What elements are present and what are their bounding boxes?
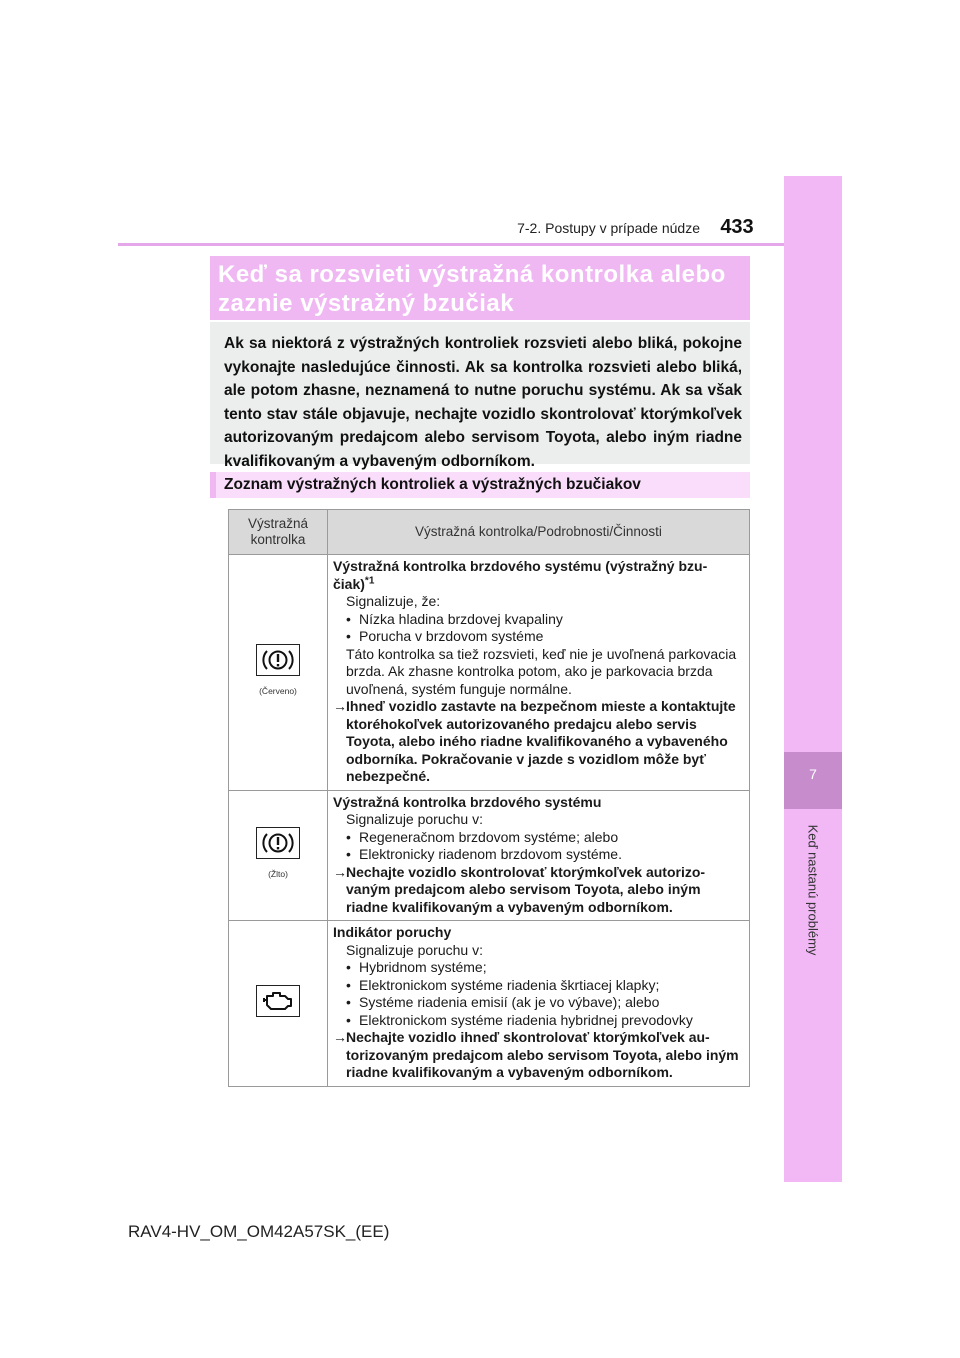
signal-text: Signalizuje, že:	[346, 593, 441, 609]
intro-paragraph: Ak sa niektorá z výstražných kontroliek rozsvieti alebo bliká, pokojne vykonajte nasledujúce činnosti. Ak sa kontrolka rozsvieti alebo bliká, ale potom zhasne, neznamená to nutne poruchu systému. Ak sa však tento stav stále objavuje, nechajte vozidlo skontrolovať ktorýmkoľvek autorizovaným predajcom alebo servisom Toyota, alebo iným riadne kvalifikovaným a vybaveným odborníkom.	[210, 322, 750, 464]
engine-malfunction-icon	[256, 985, 300, 1017]
row-title: Indikátor poruchy	[333, 924, 452, 940]
lamp-cell	[229, 921, 328, 1087]
list-item	[333, 628, 743, 646]
bullet-glyph: •	[346, 628, 351, 644]
list-item-text: Porucha v brzdovom systéme	[359, 628, 544, 644]
chapter-side-tab	[784, 176, 842, 1182]
header-lamp: Výstražná kontrolka	[229, 510, 328, 555]
list-item	[333, 959, 743, 977]
row-title	[333, 558, 743, 593]
brake-warning-icon	[256, 827, 300, 859]
details-cell	[328, 921, 750, 1087]
subsection-title: Zoznam výstražných kontroliek a výstražných bzučiakov	[210, 472, 750, 498]
bullet-glyph: •	[346, 994, 351, 1010]
list-item	[333, 977, 743, 995]
document-code: RAV4-HV_OM_OM42A57SK_(EE)	[128, 1222, 390, 1241]
list-item-text: Elektronickom systéme riadenia škrtiacej klapky;	[359, 976, 660, 993]
action-text-body: Nechajte vozidlo skontrolovať ktorýmkoľvek autorizovaným predajcom alebo servisom Toyota, alebo iným riadne kvalifikovaným a vybaveným odborníkom.	[346, 863, 706, 915]
brake-warning-icon	[256, 644, 300, 676]
page-number: 433	[720, 216, 754, 238]
header-details: Výstražná kontrolka/Podrobnosti/Činnosti	[328, 510, 750, 555]
list-item-text: Nízka hladina brzdovej kvapaliny	[359, 610, 563, 627]
running-header: 7-2. Postupy v prípade núdze	[517, 220, 700, 236]
note-text: Táto kontrolka sa tiež rozsvieti, keď nie je uvoľnená parkovacia brzda. Ak zhasne kontrolka potom, ako je parkovacia brzda uvoľnená, systém funguje normálne.	[346, 645, 737, 697]
section-title	[210, 256, 750, 320]
arrow-icon: →	[333, 698, 347, 714]
signal-text: Signalizuje poruchu v:	[346, 811, 483, 827]
lamp-cell	[229, 790, 328, 921]
row-title-text: Výstražná kontrolka brzdového systému (výstražný bzučiak)	[333, 558, 708, 592]
list-item-text: Regeneračnom brzdovom systéme; alebo	[359, 828, 619, 845]
list-item	[333, 846, 743, 864]
table-row	[229, 555, 750, 791]
table-row	[229, 921, 750, 1087]
chapter-label: Keď nastanú problémy	[805, 824, 821, 956]
bullet-glyph: •	[346, 846, 351, 862]
list-item-text: Elektronickom systéme riadenia hybridnej prevodovky	[359, 1011, 693, 1028]
footnote-mark: *1	[364, 574, 375, 586]
chapter-number: 7	[809, 766, 817, 782]
action-text	[333, 698, 743, 786]
action-text	[333, 1029, 743, 1082]
table-header-row	[229, 510, 750, 555]
warning-lights-table	[228, 509, 750, 1087]
list-item-text: Elektronicky riadenom brzdovom systéme.	[359, 846, 622, 862]
details-cell	[328, 790, 750, 921]
arrow-icon: →	[333, 1029, 347, 1045]
lamp-cell	[229, 555, 328, 791]
lamp-color-label: (Červeno)	[259, 686, 297, 697]
list-item	[333, 1012, 743, 1030]
row-title: Výstražná kontrolka brzdového systému	[333, 793, 602, 810]
bullet-glyph: •	[346, 959, 351, 975]
list-item-text: Systéme riadenia emisií (ak je vo výbave); alebo	[359, 994, 660, 1010]
table-row	[229, 790, 750, 921]
action-text	[333, 864, 743, 917]
list-item	[333, 994, 743, 1012]
section-title-line-2: zaznie výstražný bzučiak	[218, 290, 515, 317]
bullet-glyph: •	[346, 610, 351, 627]
list-item	[333, 829, 743, 847]
list-item	[333, 611, 743, 629]
details-cell	[328, 555, 750, 791]
bullet-glyph: •	[346, 828, 351, 845]
header-divider	[118, 243, 842, 246]
lamp-color-label: (Žlto)	[268, 869, 288, 880]
section-title-line-1: Keď sa rozsvieti výstražná kontrolka alebo	[218, 261, 726, 288]
action-text-body: Ihneď vozidlo zastavte na bezpečnom mieste a kontaktujte ktoréhokoľvek autorizovaného predajcu alebo servis Toyota, alebo iného riadne kvalifikovaného a vybaveného odborníka. Pokračovanie v jazde s vozidlom môže byť nebezpečné.	[346, 698, 736, 784]
bullet-glyph: •	[346, 1011, 351, 1028]
bullet-glyph: •	[346, 976, 351, 993]
signal-text: Signalizuje poruchu v:	[346, 941, 483, 958]
arrow-icon: →	[333, 863, 347, 880]
list-item-text: Hybridnom systéme;	[359, 959, 487, 975]
action-text-body: Nechajte vozidlo ihneď skontrolovať ktorýmkoľvek autorizovaným predajcom alebo servisom Toyota, alebo iným riadne kvalifikovaným a vybaveným odborníkom.	[346, 1029, 739, 1080]
